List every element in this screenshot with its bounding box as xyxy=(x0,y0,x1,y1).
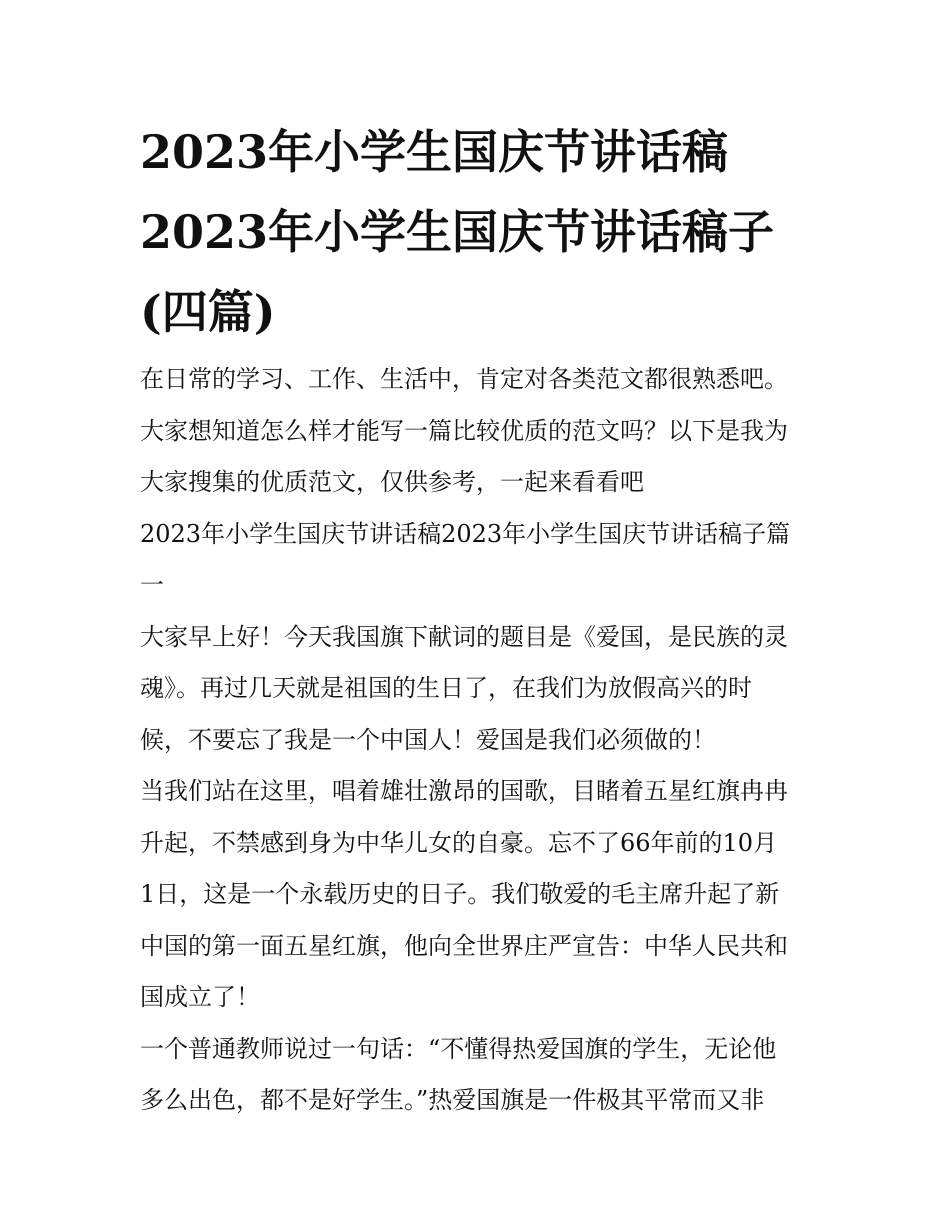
text-line: 在日常的学习、工作、生活中，肯定对各类范文都很熟悉吧。 xyxy=(140,365,788,393)
text-line: 一个普通教师说过一句话：“不懂得热爱国旗的学生，无论他 xyxy=(140,1034,777,1063)
text-line: 当我们站在这里，唱着雄壮激昂的国歌，目睹着五星红旗冉冉 xyxy=(140,777,788,805)
text-line: 大家想知道怎么样才能写一篇比较优质的范文吗？以下是我为 xyxy=(140,416,788,445)
body-paragraph xyxy=(140,766,820,1024)
text-line: 1日，这是一个永载历史的日子。我们敬爱的毛主席升起了新 xyxy=(140,880,780,908)
text-line: 国成立了！ xyxy=(140,983,260,1011)
text-line: 候，不要忘了我是一个中国人！爱国是我们必须做的！ xyxy=(140,725,716,754)
text-line: 魂》。再过几天就是祖国的生日了，在我们为放假高兴的时 xyxy=(140,674,752,702)
body-paragraph xyxy=(140,612,820,767)
document-body xyxy=(140,354,820,1127)
section-heading xyxy=(140,509,820,612)
text-line: 中国的第一面五星红旗，他向全世界庄严宣告：中华人民共和 xyxy=(140,931,788,960)
text-line: 一 xyxy=(140,571,164,599)
title-line: (四篇) xyxy=(140,285,276,339)
document-page xyxy=(140,112,820,1127)
text-line: 2023年小学生国庆节讲话稿2023年小学生国庆节讲话稿子篇 xyxy=(140,519,791,548)
body-paragraph xyxy=(140,1024,820,1127)
text-line: 升起，不禁感到身为中华儿女的自豪。忘不了66年前的10月 xyxy=(140,828,778,857)
text-line: 大家早上好！今天我国旗下献词的题目是《爱国，是民族的灵 xyxy=(140,622,788,651)
intro-paragraph xyxy=(140,354,820,509)
title-line: 2023年小学生国庆节讲话稿 xyxy=(140,125,729,179)
text-line: 大家搜集的优质范文，仅供参考，一起来看看吧 xyxy=(140,468,644,496)
text-line: 多么出色，都不是好学生。”热爱国旗是一件极其平常而又非 xyxy=(140,1086,765,1114)
document-title xyxy=(140,112,820,352)
title-line: 2023年小学生国庆节讲话稿子 xyxy=(140,205,775,259)
